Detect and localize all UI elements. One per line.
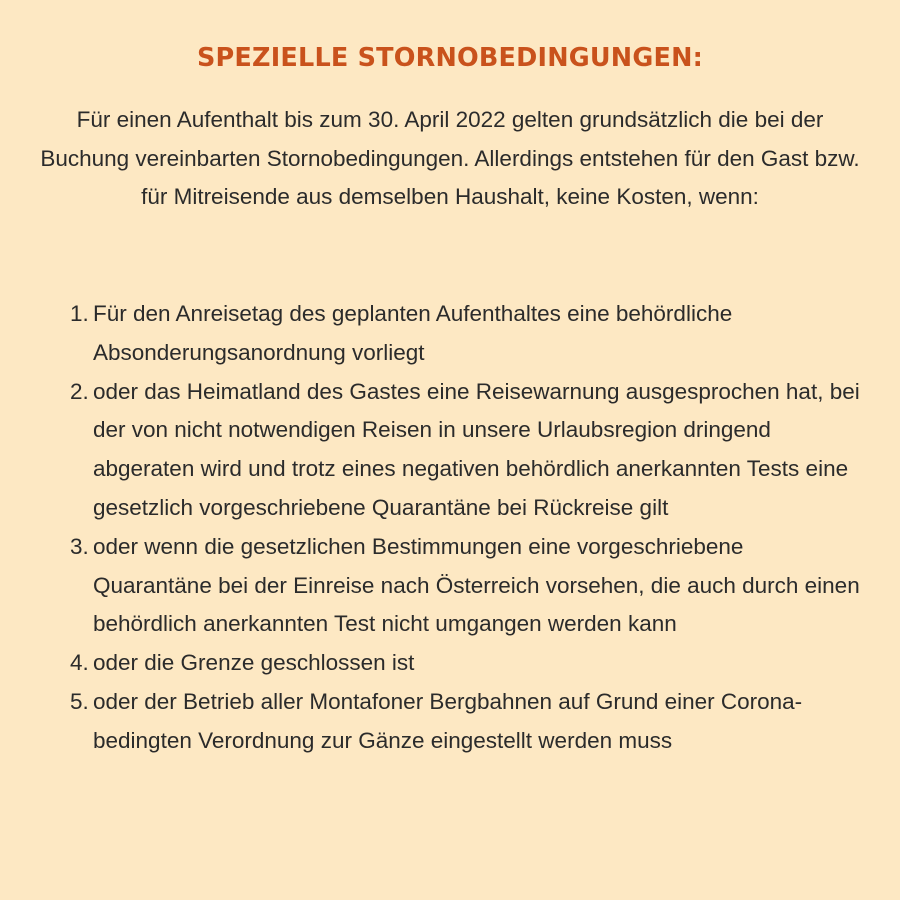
condition-item (60, 528, 860, 644)
condition-item (60, 295, 860, 373)
intro-paragraph: Für einen Aufenthalt bis zum 30. April 2022 gelten grundsätzlich die bei der Buchung vereinbarten Stornobedingungen. Allerdings entstehen für den Gast bzw. für Mitreisende aus demselben Haushalt, keine Kosten, wenn: (40, 107, 860, 209)
condition-text: oder die Grenze geschlossen ist (93, 650, 415, 676)
conditions-list (60, 295, 860, 761)
condition-text: Für den Anreisetag des geplanten Aufenthaltes eine behördliche Absonderungsanordnung vorliegt (93, 301, 733, 365)
condition-number: 1. (70, 301, 89, 326)
condition-text: oder der Betrieb aller Montafoner Bergbahnen auf Grund einer Corona-bedingten Verordnung zur Gänze eingestellt werden muss (93, 688, 803, 753)
condition-number: 4. (70, 650, 89, 676)
condition-item (60, 373, 860, 528)
condition-number: 5. (70, 688, 89, 714)
condition-number: 3. (70, 533, 89, 559)
condition-item (60, 683, 860, 761)
condition-number: 2. (70, 378, 89, 404)
condition-item (60, 644, 860, 683)
page-title: SPEZIELLE STORNOBEDINGUNGEN: (196, 43, 704, 74)
condition-text: oder das Heimatland des Gastes eine Reisewarnung ausgesprochen hat, bei der von nicht notwendigen Reisen in unsere Urlaubsregion dringend abgeraten wird und trotz eines negativen behördlich anerkannten Tests eine gesetzlich vorgeschriebene Quarantäne bei Rückreise gilt (93, 378, 860, 520)
condition-text: oder wenn die gesetzlichen Bestimmungen eine vorgeschriebene Quarantäne bei der Einreise nach Österreich vorsehen, die auch durch einen behördlich anerkannten Test nicht umgangen werden kann (93, 533, 860, 637)
